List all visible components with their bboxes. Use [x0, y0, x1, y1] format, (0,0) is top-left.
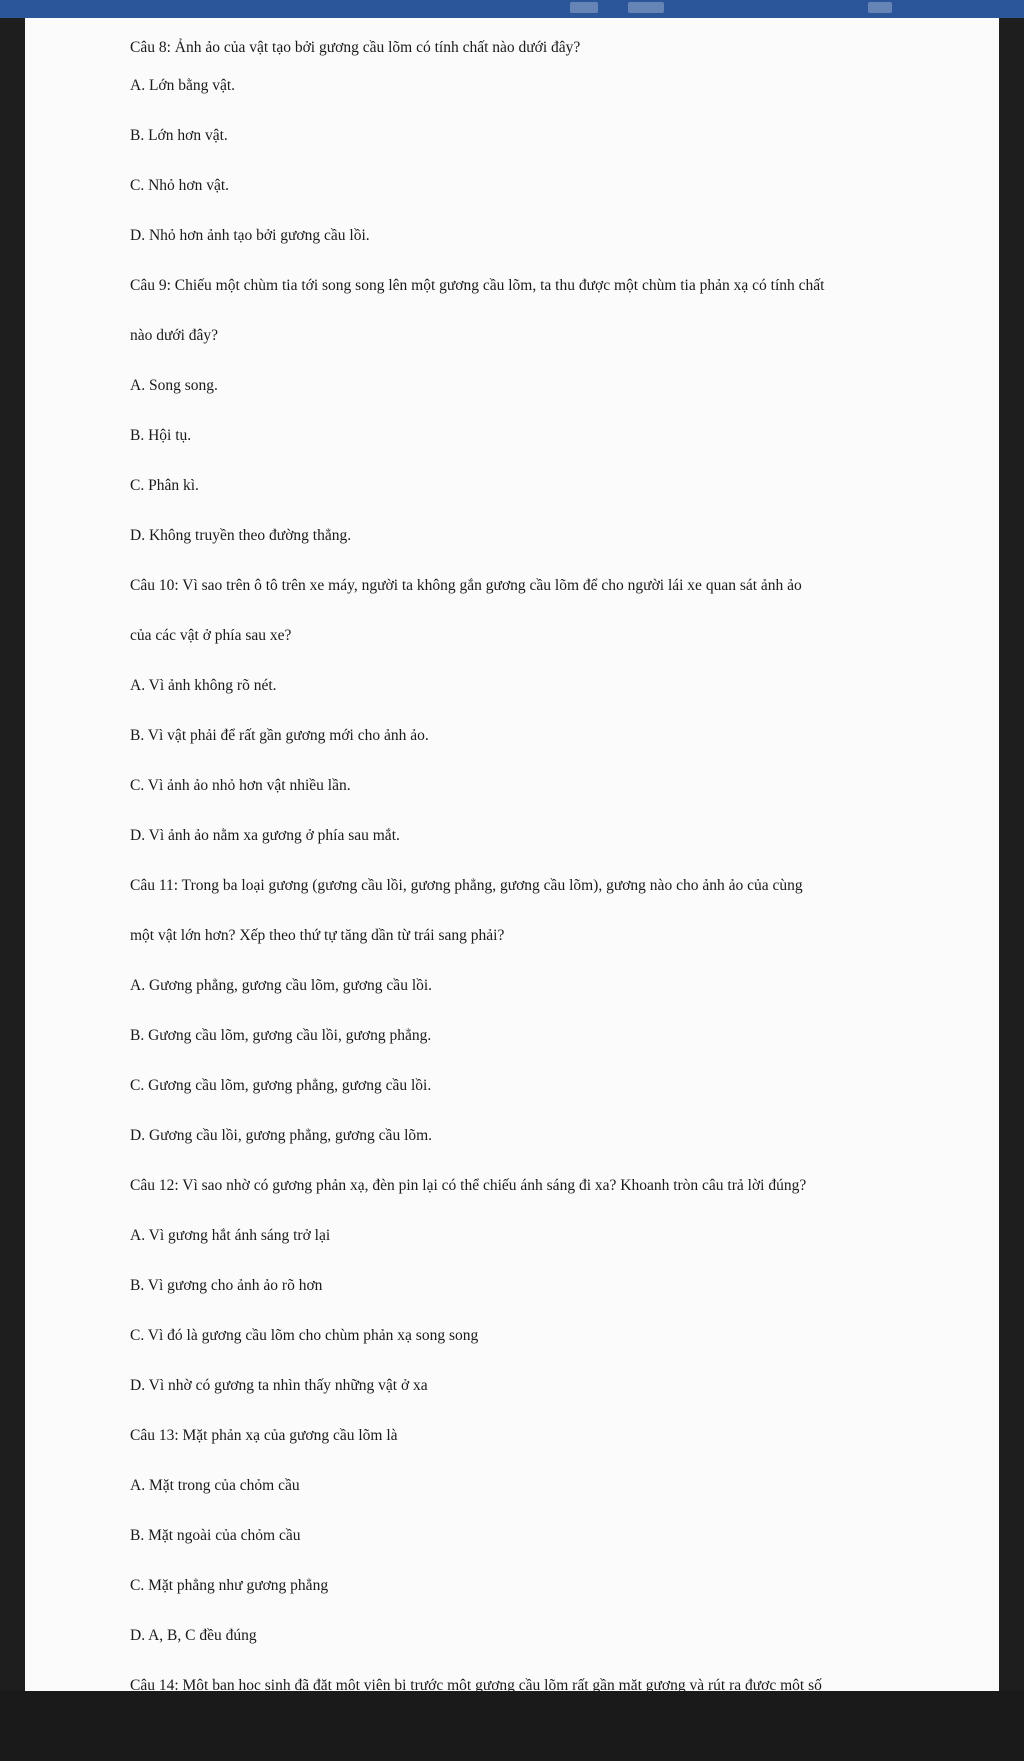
question-10-stem-line-1: Câu 10: Vì sao trên ô tô trên xe máy, người ta không gắn gương cầu lõm để cho người lái xe quan sát ảnh ảo	[130, 577, 802, 594]
question-10-option-c: C. Vì ảnh ảo nhỏ hơn vật nhiều lần.	[130, 777, 351, 794]
question-9-stem-line-2: nào dưới đây?	[130, 327, 219, 344]
question-11-stem-line-1: Câu 11: Trong ba loại gương (gương cầu lồi, gương phẳng, gương cầu lõm), gương nào cho ảnh ảo của cùng	[130, 877, 803, 894]
question-14-stem-line-2: kết luận. Theo em kết luận nào sau đây không đúng?	[130, 1722, 457, 1739]
question-14-stem-line-1: Câu 14: Một bạn học sinh đã đặt một viên bi trước một gương cầu lõm rất gần mặt gương và rút ra được một số	[130, 1677, 822, 1694]
toolbar-button[interactable]	[570, 2, 598, 13]
toolbar-button[interactable]	[868, 2, 892, 13]
question-8-stem: Câu 8: Ảnh ảo của vật tạo bởi gương cầu lõm có tính chất nào dưới đây?	[130, 39, 581, 56]
question-10-stem-line-2: của các vật ở phía sau xe?	[130, 627, 292, 644]
question-12-option-c: C. Vì đó là gương cầu lõm cho chùm phản xạ song song	[130, 1327, 479, 1344]
question-12-stem: Câu 12: Vì sao nhờ có gương phản xạ, đèn pin lại có thể chiếu ánh sáng đi xa? Khoanh tròn câu trả lời đúng?	[130, 1177, 807, 1194]
question-10-option-b: B. Vì vật phải để rất gần gương mới cho ảnh ảo.	[130, 727, 429, 744]
question-10-option-d: D. Vì ảnh ảo nằm xa gương ở phía sau mắt.	[130, 827, 400, 844]
question-8-option-c: C. Nhỏ hơn vật.	[130, 177, 230, 194]
question-9-option-b: B. Hội tụ.	[130, 427, 192, 444]
question-13-option-c: C. Mặt phẳng như gương phẳng	[130, 1577, 329, 1594]
question-13-option-b: B. Mặt ngoài của chỏm cầu	[130, 1527, 301, 1544]
right-gutter	[999, 18, 1024, 1691]
question-13-option-d: D. A, B, C đều đúng	[130, 1627, 257, 1644]
question-8-option-d: D. Nhỏ hơn ảnh tạo bởi gương cầu lồi.	[130, 227, 370, 244]
question-11-option-c: C. Gương cầu lõm, gương phẳng, gương cầu lồi.	[130, 1077, 432, 1094]
question-13-option-a: A. Mặt trong của chỏm cầu	[130, 1477, 300, 1494]
document-page	[25, 18, 999, 1739]
window-titlebar	[0, 0, 1024, 18]
question-9-option-a: A. Song song.	[130, 377, 218, 394]
question-12-option-d: D. Vì nhờ có gương ta nhìn thấy những vật ở xa	[130, 1377, 428, 1394]
document-content	[130, 18, 930, 1761]
question-9-stem-line-1: Câu 9: Chiếu một chùm tia tới song song lên một gương cầu lõm, ta thu được một chùm tia phản xạ có tính chất	[130, 277, 825, 294]
question-11-option-b: B. Gương cầu lõm, gương cầu lồi, gương phẳng.	[130, 1027, 432, 1044]
question-11-option-a: A. Gương phẳng, gương cầu lõm, gương cầu lồi.	[130, 977, 433, 994]
question-9-option-c: C. Phân kì.	[130, 477, 199, 494]
question-12-option-b: B. Vì gương cho ảnh ảo rõ hơn	[130, 1277, 323, 1294]
left-gutter	[0, 18, 25, 1691]
question-9-option-d: D. Không truyền theo đường thẳng.	[130, 527, 352, 544]
question-11-stem-line-2: một vật lớn hơn? Xếp theo thứ tự tăng dần từ trái sang phải?	[130, 927, 505, 944]
question-8-option-b: B. Lớn hơn vật.	[130, 127, 228, 144]
question-12-option-a: A. Vì gương hắt ánh sáng trở lại	[130, 1227, 331, 1244]
question-10-option-a: A. Vì ảnh không rõ nét.	[130, 677, 277, 694]
question-8-option-a: A. Lớn bằng vật.	[130, 77, 236, 94]
question-11-option-d: D. Gương cầu lồi, gương phẳng, gương cầu lõm.	[130, 1127, 433, 1144]
question-13-stem: Câu 13: Mặt phản xạ của gương cầu lõm là	[130, 1427, 398, 1444]
toolbar-button[interactable]	[628, 2, 664, 13]
